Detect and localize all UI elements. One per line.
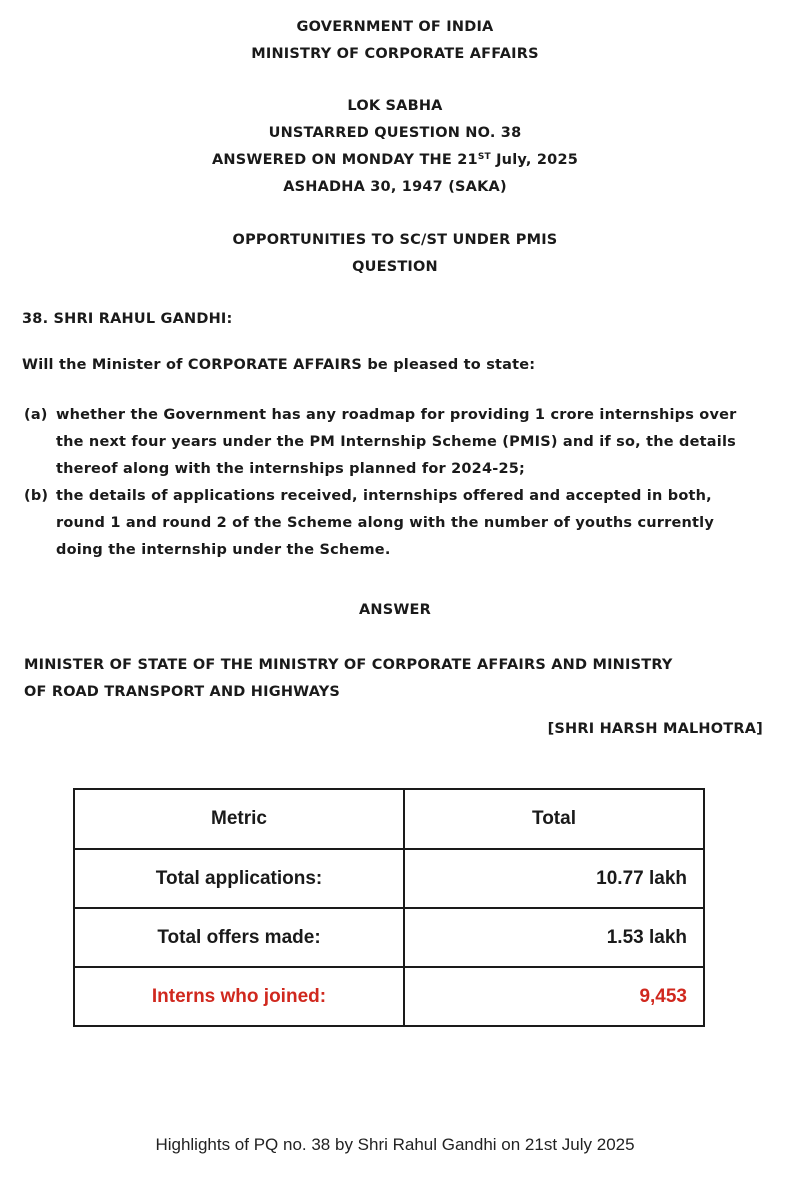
part-b-line: the details of applications received, internships offered and accepted in both,: [56, 488, 712, 504]
minister-title: [24, 652, 774, 706]
metric-cell: Total applications:: [74, 849, 404, 908]
value-cell: 9,453: [404, 967, 704, 1026]
metric-cell: Total offers made:: [74, 908, 404, 967]
metrics-table: [73, 788, 705, 1027]
subject-title: OPPORTUNITIES TO SC/ST UNDER PMIS: [232, 232, 558, 248]
question-meta: [0, 93, 790, 201]
part-b-line: round 1 and round 2 of the Scheme along with the number of youths currently: [56, 515, 714, 531]
metric-cell: Interns who joined:: [74, 967, 404, 1026]
subject-block: [0, 227, 790, 281]
answered-superscript: ST: [477, 152, 491, 162]
minister-line: MINISTER OF STATE OF THE MINISTRY OF CORPORATE AFFAIRS AND MINISTRY: [24, 657, 673, 673]
table-row: [74, 908, 704, 967]
header-ministry: MINISTRY OF CORPORATE AFFAIRS: [251, 46, 539, 62]
meta-house: LOK SABHA: [347, 98, 443, 114]
value-cell: 10.77 lakh: [404, 849, 704, 908]
question-heading: 38. SHRI RAHUL GANDHI:: [22, 311, 233, 327]
table-row-highlight: [74, 967, 704, 1026]
part-a-line: whether the Government has any roadmap for providing 1 crore internships over: [56, 407, 737, 423]
table-header-row: [74, 789, 704, 849]
column-header-total: Total: [404, 789, 704, 849]
answered-suffix: July, 2025: [490, 152, 579, 168]
question-part-b: [24, 483, 764, 564]
question-intro: Will the Minister of CORPORATE AFFAIRS be pleased to state:: [22, 357, 536, 373]
part-a-line: the next four years under the PM Internship Scheme (PMIS) and if so, the details: [56, 434, 736, 450]
part-b-line: doing the internship under the Scheme.: [56, 542, 391, 558]
image-caption: Highlights of PQ no. 38 by Shri Rahul Gandhi on 21st July 2025: [155, 1135, 635, 1154]
meta-saka-date: ASHADHA 30, 1947 (SAKA): [283, 179, 507, 195]
question-part-a: [24, 402, 764, 483]
answer-title: ANSWER: [358, 602, 432, 618]
part-a-mark: (a): [24, 407, 48, 423]
signatory: [SHRI HARSH MALHOTRA]: [547, 721, 763, 737]
answered-prefix: ANSWERED ON MONDAY THE 21: [211, 152, 478, 168]
value-cell: 1.53 lakh: [404, 908, 704, 967]
part-b-mark: (b): [24, 488, 49, 504]
minister-line: OF ROAD TRANSPORT AND HIGHWAYS: [24, 684, 341, 700]
header-government: GOVERNMENT OF INDIA: [296, 19, 494, 35]
table-row: [74, 849, 704, 908]
subject-label: QUESTION: [352, 259, 438, 275]
part-a-line: thereof along with the internships planned for 2024-25;: [56, 461, 526, 477]
column-header-metric: Metric: [74, 789, 404, 849]
meta-answered-date: [0, 147, 790, 174]
document-header: [0, 14, 790, 68]
meta-question-number: UNSTARRED QUESTION NO. 38: [268, 125, 522, 141]
